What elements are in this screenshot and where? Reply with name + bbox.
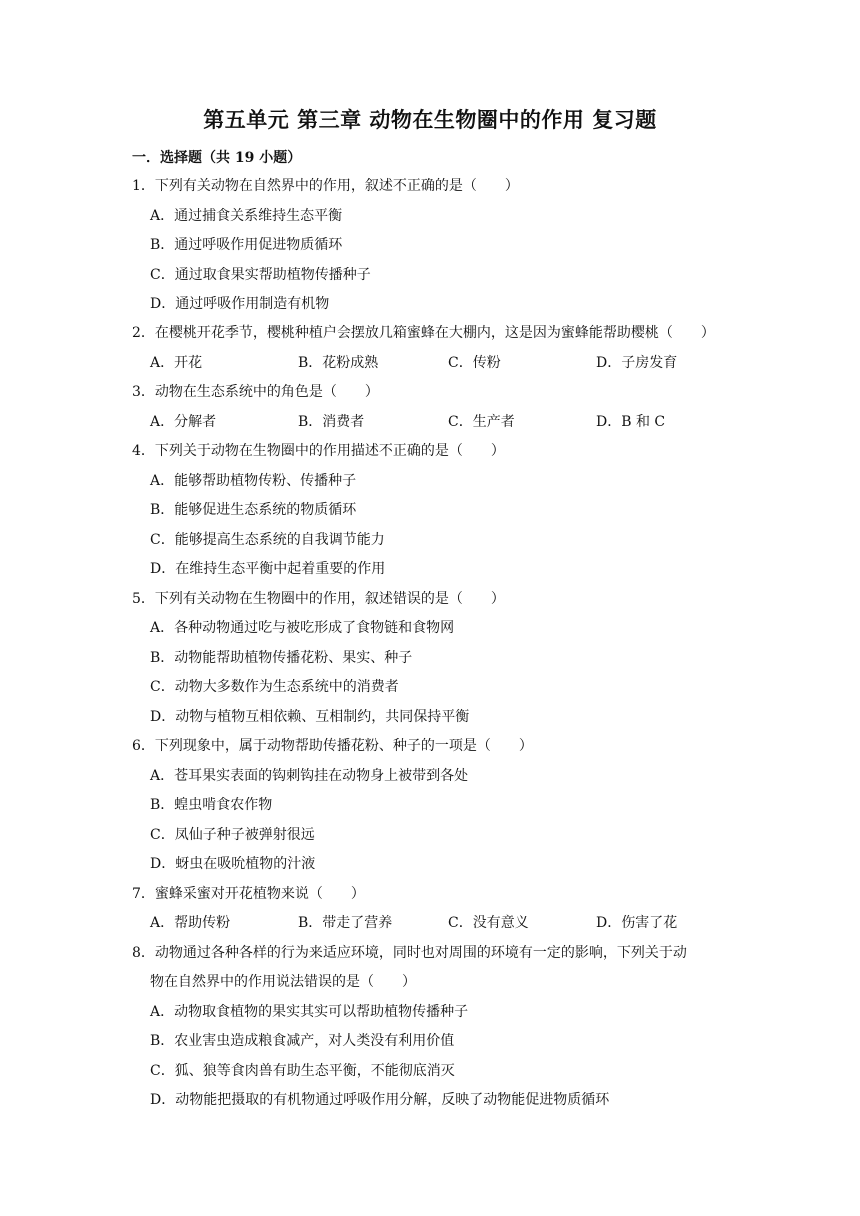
question-4-option-c: C．能够提高生态系统的自我调节能力 (150, 532, 385, 548)
question-4-option-d: D．在维持生态平衡中起着重要的作用 (150, 561, 386, 577)
question-8-stem-line-2: 物在自然界中的作用说法错误的是（ ） (150, 974, 416, 990)
question-3-stem: 3．动物在生态系统中的角色是（ ） (132, 384, 379, 400)
question-8-option-a: A．动物取食植物的果实其实可以帮助植物传播种子 (150, 1004, 469, 1020)
question-1-option-a: A．通过捕食关系维持生态平衡 (150, 208, 343, 224)
question-4-stem: 4．下列关于动物在生物圈中的作用描述不正确的是（ ） (132, 443, 505, 459)
question-4-option-b: B．能够促进生态系统的物质循环 (150, 502, 357, 518)
question-2-option-c: C．传粉 (448, 355, 501, 371)
question-1-option-b: B．通过呼吸作用促进物质循环 (150, 237, 343, 253)
question-6-option-c: C．凤仙子种子被弹射很远 (150, 827, 315, 843)
question-8-option-d: D．动物能把摄取的有机物通过呼吸作用分解，反映了动物能促进物质循环 (150, 1092, 610, 1108)
page-title: 第五单元 第三章 动物在生物圈中的作用 复习题 (203, 107, 657, 132)
question-7-option-c: C．没有意义 (448, 915, 529, 931)
question-8-option-c: C．狐、狼等食肉兽有助生态平衡，不能彻底消灭 (150, 1063, 455, 1079)
question-6-option-b: B．蝗虫啃食农作物 (150, 797, 273, 813)
question-5-option-b: B．动物能帮助植物传播花粉、果实、种子 (150, 650, 413, 666)
question-8-option-b: B．农业害虫造成粮食减产，对人类没有利用价值 (150, 1033, 455, 1049)
question-6-option-d: D．蚜虫在吸吮植物的汁液 (150, 856, 316, 872)
question-7-option-a: A．帮助传粉 (150, 915, 231, 931)
question-4-option-a: A．能够帮助植物传粉、传播种子 (150, 473, 357, 489)
question-5-option-c: C．动物大多数作为生态系统中的消费者 (150, 679, 399, 695)
question-7-option-b: B．带走了营养 (298, 915, 393, 931)
question-2-option-b: B．花粉成熟 (298, 355, 379, 371)
question-2-option-d: D．子房发育 (596, 355, 678, 371)
section-heading: 一．选择题（共 19 小题） (132, 150, 302, 166)
question-3-option-c: C．生产者 (448, 414, 515, 430)
question-5-stem: 5．下列有关动物在生物圈中的作用，叙述错误的是（ ） (132, 591, 505, 607)
question-5-option-a: A．各种动物通过吃与被吃形成了食物链和食物网 (150, 620, 455, 636)
question-1-option-c: C．通过取食果实帮助植物传播种子 (150, 267, 371, 283)
question-7-stem: 7．蜜蜂采蜜对开花植物来说（ ） (132, 886, 365, 902)
question-2-option-a: A．开花 (150, 355, 203, 371)
question-6-option-a: A．苍耳果实表面的钩刺钩挂在动物身上被带到各处 (150, 768, 469, 784)
question-7-option-d: D．伤害了花 (596, 915, 678, 931)
question-1-stem: 1．下列有关动物在自然界中的作用，叙述不正确的是（ ） (132, 178, 519, 194)
question-8-stem-line-1: 8．动物通过各种各样的行为来适应环境，同时也对周围的环境有一定的影响，下列关于动 (132, 945, 687, 961)
question-1-option-d: D．通过呼吸作用制造有机物 (150, 296, 330, 312)
question-3-option-a: A．分解者 (150, 414, 217, 430)
question-3-option-d: D．B 和 C (596, 414, 666, 430)
question-2-stem: 2．在樱桃开花季节，樱桃种植户会摆放几箱蜜蜂在大棚内，这是因为蜜蜂能帮助樱桃（ ） (132, 325, 715, 341)
question-3-option-b: B．消费者 (298, 414, 365, 430)
question-6-stem: 6．下列现象中，属于动物帮助传播花粉、种子的一项是（ ） (132, 738, 533, 754)
question-5-option-d: D．动物与植物互相依赖、互相制约，共同保持平衡 (150, 709, 470, 725)
